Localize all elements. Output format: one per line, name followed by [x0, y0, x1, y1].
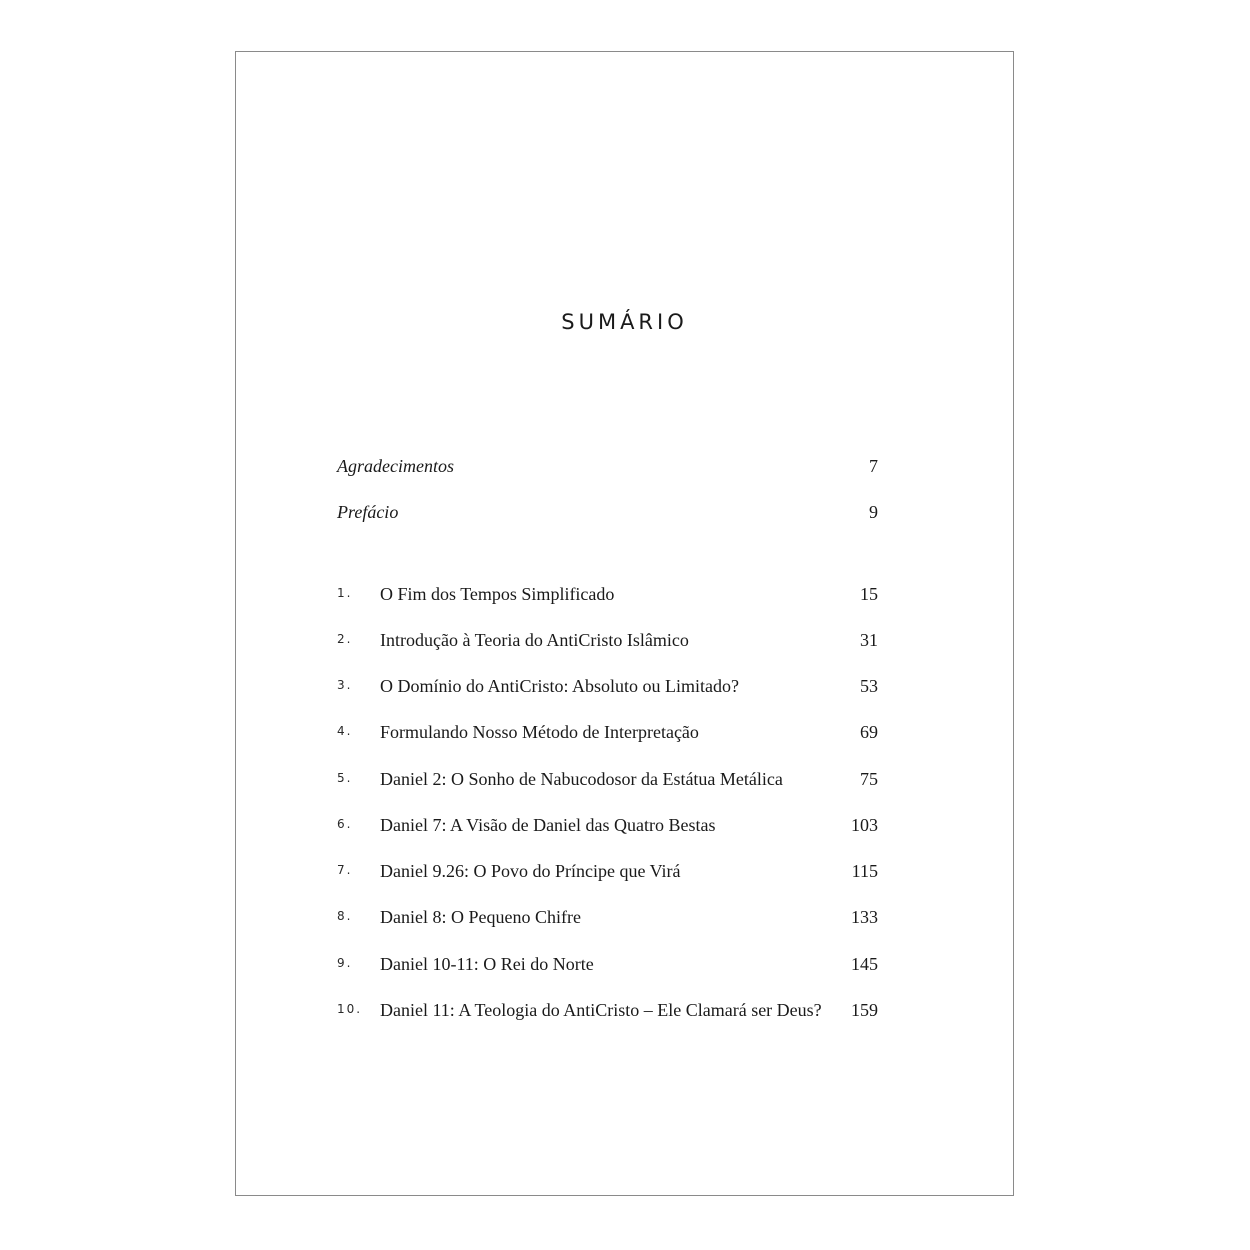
chapter-number: 9. [337, 956, 353, 970]
toc-entry-page: 7 [869, 456, 878, 476]
chapter-number: 4. [337, 724, 353, 738]
toc-entry-label: Daniel 8: O Pequeno Chifre [380, 907, 581, 927]
toc-entry-page: 159 [851, 1000, 878, 1020]
toc-entry-page: 75 [860, 769, 878, 789]
toc-entry-chapter-4[interactable] [337, 722, 878, 752]
toc-entry-chapter-7[interactable] [337, 861, 878, 891]
toc-entry-chapter-8[interactable] [337, 907, 878, 937]
toc-entry-page: 103 [851, 815, 878, 835]
toc-entry-label: Daniel 11: A Teologia do AntiCristo – Ele Clamará ser Deus? [380, 1000, 822, 1020]
toc-entry-label: Formulando Nosso Método de Interpretação [380, 722, 699, 742]
toc-entry-chapter-6[interactable] [337, 815, 878, 845]
chapter-number: 6. [337, 817, 353, 831]
toc-entry-chapter-2[interactable] [337, 630, 878, 660]
chapter-number: 10. [337, 1002, 363, 1016]
toc-entry-label: O Fim dos Tempos Simplificado [380, 584, 615, 604]
toc-entry-acknowledgements[interactable] [337, 456, 878, 486]
toc-entry-preface[interactable] [337, 502, 878, 532]
toc-title: SUMÁRIO [561, 310, 688, 334]
toc-entry-label: Introdução à Teoria do AntiCristo Islâmico [380, 630, 689, 650]
book-page [235, 51, 1014, 1196]
toc-entry-page: 15 [860, 584, 878, 604]
toc-entry-page: 31 [860, 630, 878, 650]
toc-entry-label: Agradecimentos [337, 456, 454, 476]
toc-entry-chapter-10[interactable] [337, 1000, 878, 1030]
toc-entry-chapter-3[interactable] [337, 676, 878, 706]
chapter-number: 5. [337, 771, 353, 785]
toc-entry-label: Daniel 10-11: O Rei do Norte [380, 954, 594, 974]
toc-entry-page: 53 [860, 676, 878, 696]
toc-entry-label: Daniel 2: O Sonho de Nabucodosor da Estátua Metálica [380, 769, 783, 789]
toc-entry-label: Daniel 9.26: O Povo do Príncipe que Virá [380, 861, 681, 881]
chapter-number: 3. [337, 678, 353, 692]
chapter-number: 8. [337, 909, 353, 923]
chapter-number: 2. [337, 632, 353, 646]
toc-entry-page: 115 [851, 861, 878, 881]
toc-entry-label: Prefácio [337, 502, 399, 522]
toc-entry-page: 145 [851, 954, 878, 974]
toc-entry-chapter-9[interactable] [337, 954, 878, 984]
chapter-number: 1. [337, 586, 353, 600]
toc-entry-label: O Domínio do AntiCristo: Absoluto ou Limitado? [380, 676, 740, 696]
toc-entry-page: 133 [851, 907, 878, 927]
toc-entry-page: 9 [869, 502, 878, 522]
toc-entry-label: Daniel 7: A Visão de Daniel das Quatro Bestas [380, 815, 716, 835]
toc-entry-page: 69 [860, 722, 878, 742]
toc-entry-chapter-1[interactable] [337, 584, 878, 614]
chapter-number: 7. [337, 863, 353, 877]
toc-entry-chapter-5[interactable] [337, 769, 878, 799]
